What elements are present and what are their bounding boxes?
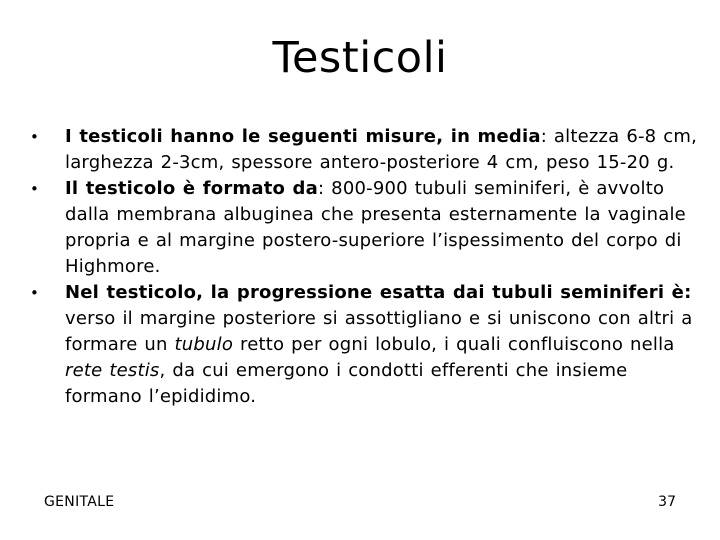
bullet-dot-icon: • [30,284,40,302]
bullet-lead-text: Nel testicolo, la progressione esatta dai tubuli seminiferi è: [65,282,692,303]
bullet-lead-text: Il testicolo è formato da [65,178,318,199]
bullet-dot-icon: • [30,128,40,146]
bullet-item-progression [30,280,698,410]
bullet-italic-term: rete testis [65,360,160,381]
bullet-item-composition [30,176,698,280]
footer-page-number: 37 [658,494,676,510]
bullet-dot-icon: • [30,180,40,198]
bullet-body-text: , da cui emergono i condotti efferenti che insieme formano l’epididimo. [65,360,628,407]
bullet-italic-term: tubulo [174,334,234,355]
bullet-body-text: : 800-900 tubuli seminiferi, è avvolto dalla membrana albuginea che presenta esternamente la vaginale propria e al margine postero-superiore l’ispessimento del corpo di Highmore. [65,178,686,277]
bullet-body-text: : altezza 6-8 cm, larghezza 2-3cm, spessore antero-posteriore 4 cm, peso 15-20 g. [65,126,697,173]
bullet-body-text: verso il margine posteriore si assottigliano e si uniscono con altri a formare un [65,308,693,355]
bullet-list [30,124,698,410]
bullet-body-text: retto per ogni lobulo, i quali confluiscono nella [233,334,675,355]
bullet-lead-text: I testicoli hanno le seguenti misure, in media [65,126,541,147]
bullet-item-measurements [30,124,698,176]
footer-section-label: GENITALE [44,494,115,510]
slide-title: Testicoli [272,33,448,83]
